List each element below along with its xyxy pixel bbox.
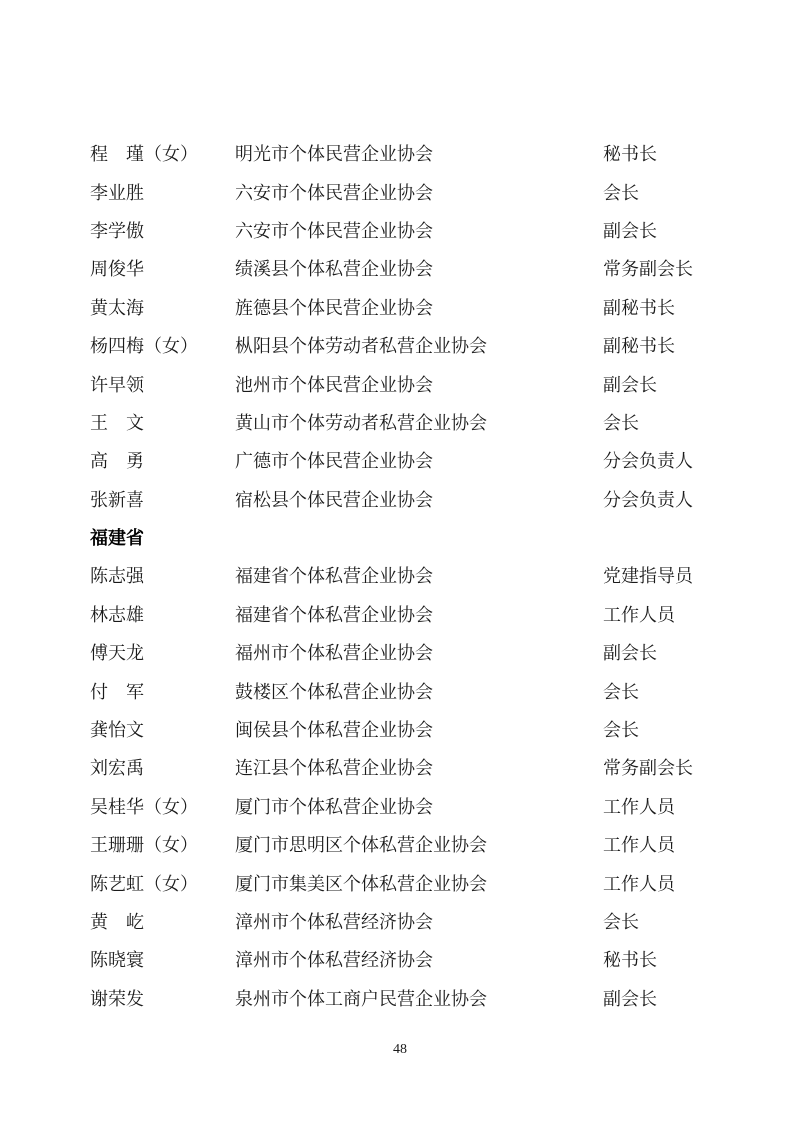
- position-title: 会长: [603, 412, 639, 433]
- position-title: 工作人员: [603, 873, 675, 894]
- person-name: 傅天龙: [90, 643, 144, 664]
- organization-name: 漳州市个体私营经济协会: [235, 912, 433, 932]
- roster-row: [90, 903, 770, 941]
- person-name: 林志雄: [90, 604, 144, 625]
- person-name: 张新喜: [90, 489, 144, 510]
- person-name: 吴桂华（女）: [90, 796, 198, 817]
- roster-row: [90, 442, 770, 480]
- roster-row: [90, 941, 770, 979]
- person-name: 陈晓寰: [90, 950, 144, 971]
- roster-row: [90, 327, 770, 365]
- position-title: 副会长: [603, 220, 657, 241]
- organization-name: 池州市个体民营企业协会: [235, 374, 433, 395]
- position-title: 副秘书长: [603, 297, 675, 318]
- organization-name: 连江县个体私营企业协会: [235, 758, 433, 779]
- position-title: 副会长: [603, 374, 657, 395]
- position-title: 会长: [603, 912, 639, 932]
- organization-name: 绩溪县个体私营企业协会: [235, 259, 433, 280]
- organization-name: 旌德县个体民营企业协会: [235, 297, 433, 318]
- position-title: 党建指导员: [603, 566, 693, 587]
- position-title: 副会长: [603, 988, 657, 1009]
- organization-name: 六安市个体民营企业协会: [235, 182, 433, 203]
- position-title: 副会长: [603, 643, 657, 664]
- position-title: 分会负责人: [603, 451, 693, 472]
- organization-name: 鼓楼区个体私营企业协会: [235, 681, 433, 702]
- person-name: 龚怡文: [90, 720, 144, 741]
- roster-row: [90, 250, 770, 288]
- position-title: 会长: [603, 182, 639, 203]
- organization-name: 宿松县个体民营企业协会: [235, 489, 433, 510]
- position-title: 工作人员: [603, 835, 675, 856]
- person-name: 刘宏禹: [90, 758, 144, 779]
- person-name: 陈志强: [90, 566, 144, 587]
- organization-name: 闽侯县个体私营企业协会: [235, 720, 433, 741]
- organization-name: 厦门市思明区个体私营企业协会: [235, 835, 487, 856]
- roster-list: [90, 135, 770, 1018]
- roster-row: [90, 826, 770, 864]
- organization-name: 泉州市个体工商户民营企业协会: [235, 988, 487, 1009]
- roster-row: [90, 749, 770, 787]
- roster-row: [90, 173, 770, 211]
- organization-name: 福建省个体私营企业协会: [235, 566, 433, 587]
- organization-name: 福建省个体私营企业协会: [235, 604, 433, 625]
- organization-name: 福州市个体私营企业协会: [235, 643, 433, 664]
- organization-name: 黄山市个体劳动者私营企业协会: [235, 412, 487, 433]
- organization-name: 明光市个体民营企业协会: [235, 144, 433, 165]
- roster-row: [90, 672, 770, 710]
- position-title: 工作人员: [603, 796, 675, 817]
- position-title: 副秘书长: [603, 336, 675, 357]
- roster-row: [90, 481, 770, 519]
- roster-row: [90, 864, 770, 902]
- position-title: 常务副会长: [603, 259, 693, 280]
- roster-row: [90, 980, 770, 1018]
- roster-row: [90, 711, 770, 749]
- roster-row: [90, 596, 770, 634]
- person-name: 王 文: [90, 412, 144, 433]
- position-title: 工作人员: [603, 604, 675, 625]
- person-name: 陈艺虹（女）: [90, 873, 198, 894]
- position-title: 会长: [603, 720, 639, 741]
- person-name: 付 军: [90, 681, 144, 702]
- province-label: 福建省: [90, 528, 144, 549]
- page-footer: [0, 1040, 800, 1058]
- roster-row: [90, 634, 770, 672]
- person-name: 黄太海: [90, 297, 144, 318]
- roster-row: [90, 212, 770, 250]
- person-name: 谢荣发: [90, 988, 144, 1009]
- organization-name: 广德市个体民营企业协会: [235, 451, 433, 472]
- person-name: 李业胜: [90, 182, 144, 203]
- roster-row: [90, 788, 770, 826]
- person-name: 程 瑾（女）: [90, 144, 198, 165]
- person-name: 周俊华: [90, 259, 144, 280]
- organization-name: 六安市个体民营企业协会: [235, 220, 433, 241]
- organization-name: 枞阳县个体劳动者私营企业协会: [235, 336, 487, 357]
- organization-name: 漳州市个体私营经济协会: [235, 950, 433, 971]
- position-title: 秘书长: [603, 144, 657, 165]
- person-name: 许早领: [90, 374, 144, 395]
- person-name: 高 勇: [90, 451, 144, 472]
- position-title: 秘书长: [603, 950, 657, 971]
- position-title: 会长: [603, 681, 639, 702]
- person-name: 王珊珊（女）: [90, 835, 198, 856]
- organization-name: 厦门市集美区个体私营企业协会: [235, 873, 487, 894]
- person-name: 杨四梅（女）: [90, 336, 198, 357]
- person-name: 李学傲: [90, 220, 144, 241]
- position-title: 分会负责人: [603, 489, 693, 510]
- roster-row: [90, 289, 770, 327]
- person-name: 黄 屹: [90, 912, 144, 932]
- roster-row: [90, 557, 770, 595]
- organization-name: 厦门市个体私营企业协会: [235, 796, 433, 817]
- roster-row: [90, 365, 770, 403]
- roster-row: [90, 135, 770, 173]
- page-number: 48: [393, 1042, 407, 1057]
- roster-row: [90, 404, 770, 442]
- section-header: [90, 519, 770, 557]
- position-title: 常务副会长: [603, 758, 693, 779]
